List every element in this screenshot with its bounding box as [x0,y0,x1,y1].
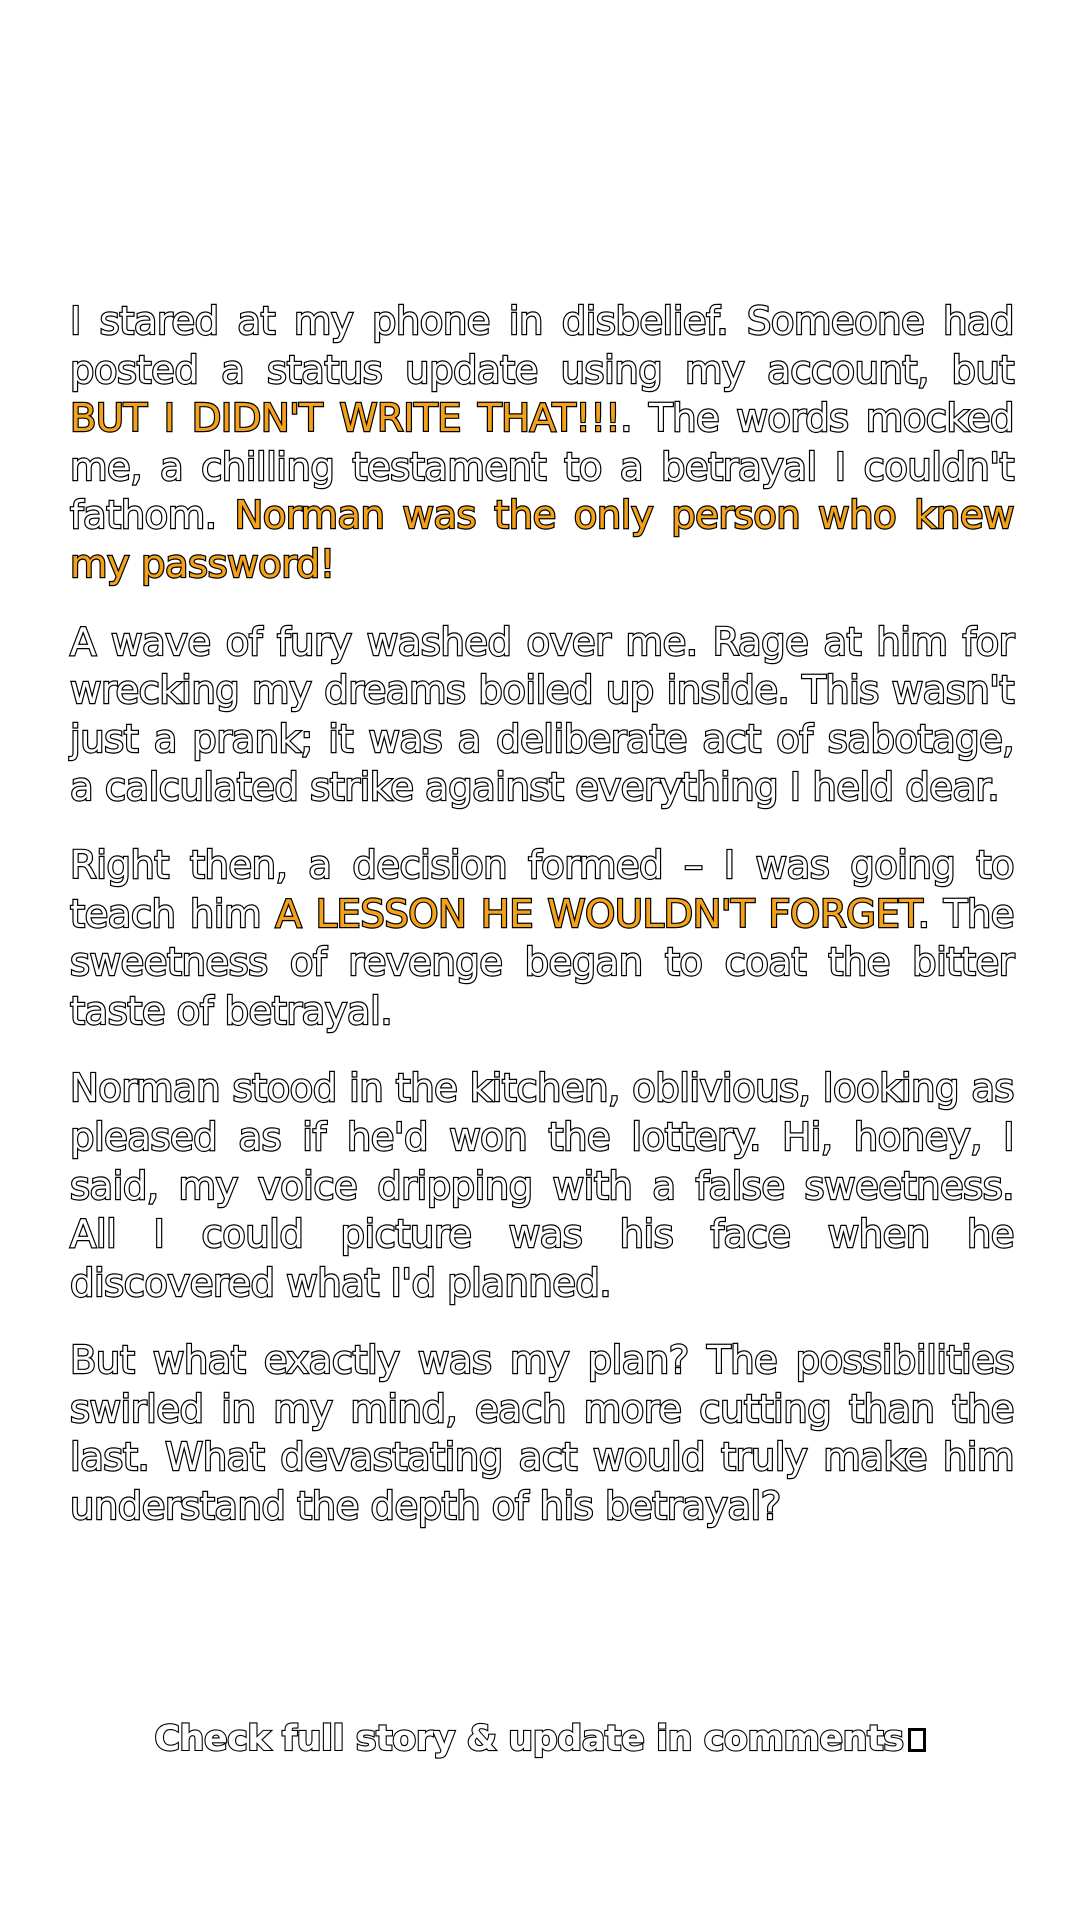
story-paragraph-5 [70,1337,1014,1531]
p3-text-1: Right then, a decision formed – I was going to teach him [70,842,1014,937]
story-paragraph-3 [70,842,1014,1036]
p1-highlight-2: Norman was the only person who knew my password! [70,493,1014,587]
p5-text-1: But what exactly was my plan? The possibilities swirled in my mind, each more cutting than the last. What devastating act would truly make him understand the depth of his betrayal? [70,1338,1014,1530]
p2-text-1: A wave of fury washed over me. Rage at him for wrecking my dreams boiled up inside. This wasn't just a prank; it was a deliberate act of sabotage, a calculated strike against everything I held dear. [70,619,1014,811]
story-paragraph-4 [70,1065,1014,1308]
cta-label: Check full story & update in comments [154,1719,904,1759]
p1-text-2: . The words mocked me, a chilling testament to a betrayal I couldn't fathom. [70,396,1014,539]
p1-text-1: I stared at my phone in disbelief. Someone had posted a status update using my account, but [70,299,1014,393]
p1-highlight-1: BUT I DIDN'T WRITE THAT!!! [70,396,621,442]
comments-cta [0,1716,1080,1762]
p3-highlight-1: A LESSON HE WOULDN'T FORGET [275,891,918,937]
p3-text-2: . The sweetness of revenge began to coat the bitter taste of betrayal. [70,891,1014,1034]
story-paragraph-1 [70,298,1014,590]
p4-text-1: Norman stood in the kitchen, oblivious, looking as pleased as if he'd won the lottery. Hi, honey, I said, my voice dripping with a false sweetness. All I could picture was his face when he discovered what I'd planned. [70,1066,1014,1306]
story-paragraph-2 [70,619,1014,813]
missing-glyph-box-icon [908,1728,926,1752]
story-text [70,298,1014,1561]
